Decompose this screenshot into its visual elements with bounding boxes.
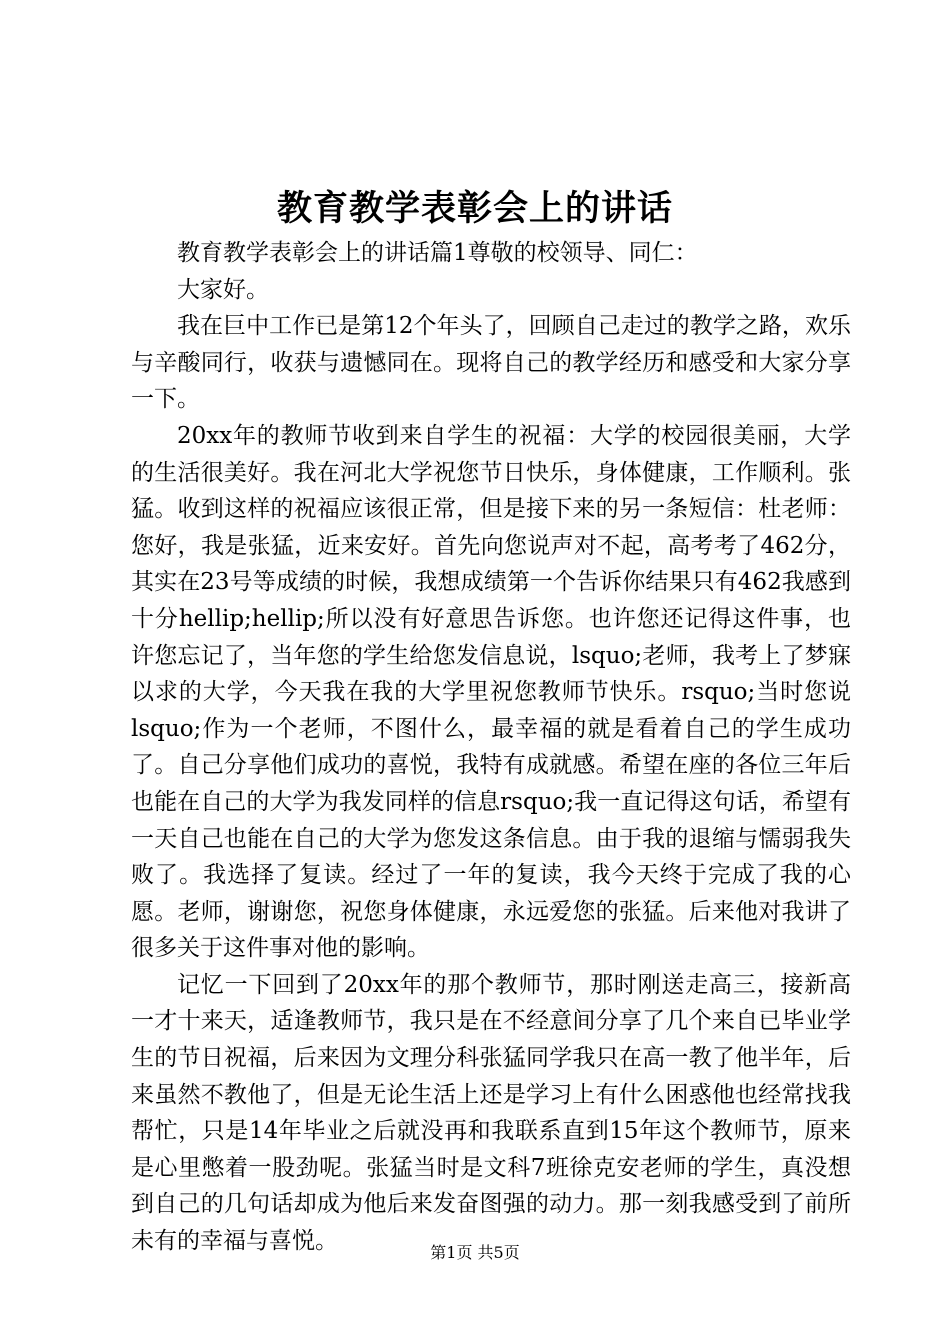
paragraph-intro: 我在巨中工作已是第12个年头了，回顾自己走过的教学之路，欢乐与辛酸同行，收获与遗憾同在。现将自己的教学经历和感受和大家分享一下。 [131, 313, 851, 413]
paragraph-hello: 大家好。 [177, 276, 269, 303]
paragraph-memory: 记忆一下回到了20xx年的那个教师节，那时刚送走高三，接新高一才十来天，适逢教师节，我只是在不经意间分享了几个来自已毕业学生的节日祝福，后来因为文理分科张猛同学我只在高一教了他半年，后来虽然不教他了，但是无论生活上还是学习上有什么困惑他也经常找我帮忙，只是14年毕业之后就没再和我联系直到15年这个教师节，原来是心里憋着一股劲呢。张猛当时是文科7班徐克安老师的学生，真没想到自己的几句话却成为他后来发奋图强的动力。那一刻我感受到了前所未有的幸福与喜悦。 [131, 971, 851, 1255]
page-number-footer: 第1页 共5页 [430, 1243, 520, 1262]
document-body [131, 235, 851, 1260]
paragraph-greeting: 教育教学表彰会上的讲话篇1尊敬的校领导、同仁： [177, 240, 698, 266]
document-title: 教育教学表彰会上的讲话 [276, 188, 673, 229]
paragraph-story: 20xx年的教师节收到来自学生的祝福：大学的校园很美丽，大学的生活很美好。我在河北大学祝您节日快乐，身体健康，工作顺利。张猛。收到这样的祝福应该很正常，但是接下来的另一条短信：杜老师：您好，我是张猛，近来安好。首先向您说声对不起，高考考了462分，其实在23号等成绩的时候，我想成绩第一个告诉你结果只有462我感到十分hellip;hellip;所以没有好意思告诉您。也许您还记得这件事，也许您忘记了，当年您的学生给您发信息说，lsquo;老师，我考上了梦寐以求的大学，今天我在我的大学里祝您教师节快乐。rsquo;当时您说lsquo;作为一个老师，不图什么，最幸福的就是看着自己的学生成功了。自己分享他们成功的喜悦，我特有成就感。希望在座的各位三年后也能在自己的大学为我发同样的信息rsquo;我一直记得这句话，希望有一天自己也能在自己的大学为您发这条信息。由于我的退缩与懦弱我失败了。我选择了复读。经过了一年的复读，我今天终于完成了我的心愿。老师，谢谢您，祝您身体健康，永远爱您的张猛。后来他对我讲了很多关于这件事对他的影响。 [131, 422, 851, 962]
